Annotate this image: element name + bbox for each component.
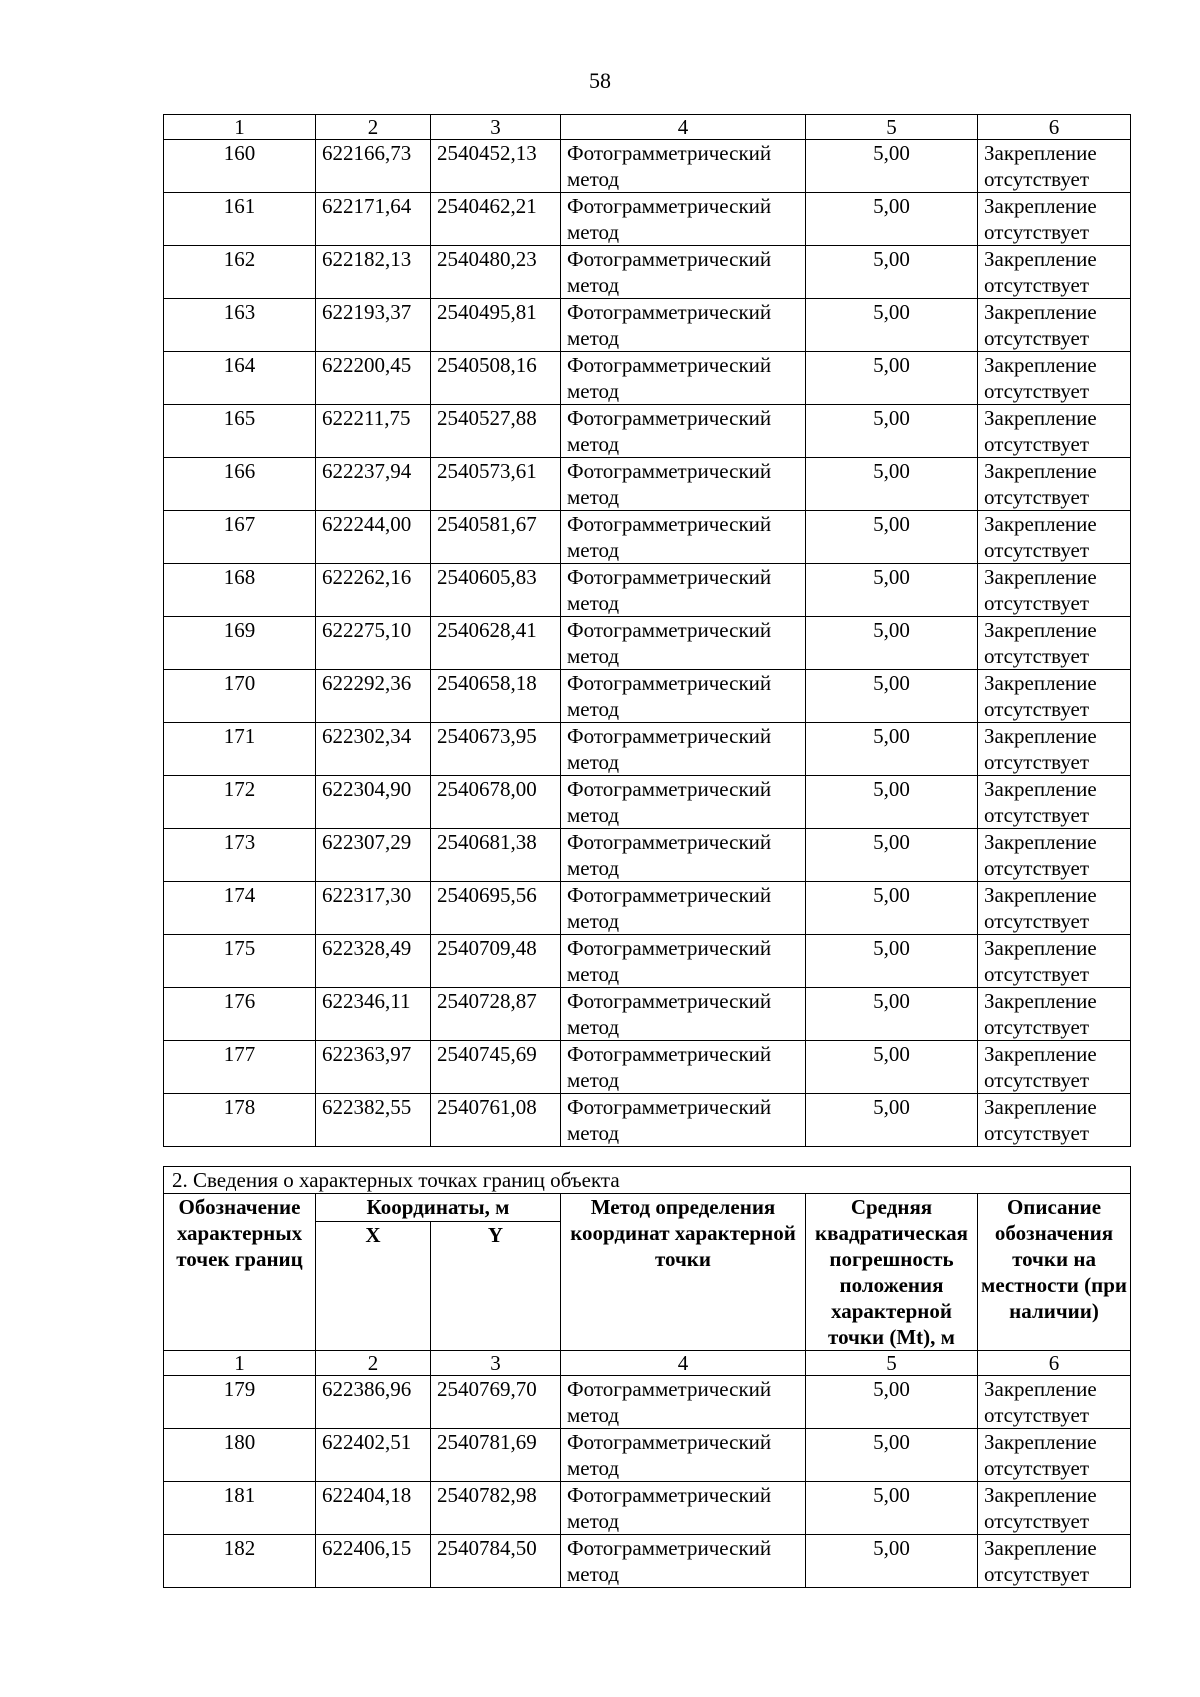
point-id: 178 — [164, 1094, 316, 1147]
point-description: Закрепление отсутствует — [978, 1376, 1131, 1429]
mean-error: 5,00 — [806, 935, 978, 988]
coord-y: 2540527,88 — [431, 405, 561, 458]
point-description: Закрепление отсутствует — [978, 1482, 1131, 1535]
table-row — [164, 299, 1131, 352]
column-number: 2 — [316, 1351, 431, 1376]
method: Фотограмметрический метод — [561, 405, 806, 458]
column-number: 4 — [561, 115, 806, 140]
column-number: 1 — [164, 115, 316, 140]
table-row — [164, 988, 1131, 1041]
coord-x: 622307,29 — [316, 829, 431, 882]
coord-y: 2540628,41 — [431, 617, 561, 670]
table-row — [164, 352, 1131, 405]
header-description: Описание обозначения точки на местности (при наличии) — [978, 1194, 1131, 1351]
mean-error: 5,00 — [806, 299, 978, 352]
coord-x: 622404,18 — [316, 1482, 431, 1535]
coord-y: 2540678,00 — [431, 776, 561, 829]
coord-y: 2540782,98 — [431, 1482, 561, 1535]
column-number: 6 — [978, 1351, 1131, 1376]
mean-error: 5,00 — [806, 723, 978, 776]
coord-y: 2540784,50 — [431, 1535, 561, 1588]
coord-x: 622292,36 — [316, 670, 431, 723]
coord-y: 2540480,23 — [431, 246, 561, 299]
point-id: 181 — [164, 1482, 316, 1535]
method: Фотограмметрический метод — [561, 670, 806, 723]
point-description: Закрепление отсутствует — [978, 1041, 1131, 1094]
method: Фотограмметрический метод — [561, 299, 806, 352]
point-description: Закрепление отсутствует — [978, 829, 1131, 882]
coord-y: 2540673,95 — [431, 723, 561, 776]
coord-x: 622244,00 — [316, 511, 431, 564]
coord-y: 2540695,56 — [431, 882, 561, 935]
point-description: Закрепление отсутствует — [978, 564, 1131, 617]
coord-x: 622237,94 — [316, 458, 431, 511]
method: Фотограмметрический метод — [561, 988, 806, 1041]
method: Фотограмметрический метод — [561, 1094, 806, 1147]
method: Фотограмметрический метод — [561, 617, 806, 670]
header-x: X — [316, 1222, 431, 1351]
coord-x: 622317,30 — [316, 882, 431, 935]
point-description: Закрепление отсутствует — [978, 1429, 1131, 1482]
coord-x: 622171,64 — [316, 193, 431, 246]
point-id: 176 — [164, 988, 316, 1041]
point-description: Закрепление отсутствует — [978, 352, 1131, 405]
coord-x: 622182,13 — [316, 246, 431, 299]
section2-header-table — [163, 1166, 1131, 1351]
mean-error: 5,00 — [806, 405, 978, 458]
column-number-row — [164, 1351, 1131, 1376]
column-number: 5 — [806, 115, 978, 140]
point-description: Закрепление отсутствует — [978, 246, 1131, 299]
point-id: 182 — [164, 1535, 316, 1588]
mean-error: 5,00 — [806, 829, 978, 882]
mean-error: 5,00 — [806, 352, 978, 405]
mean-error: 5,00 — [806, 776, 978, 829]
point-description: Закрепление отсутствует — [978, 617, 1131, 670]
coord-y: 2540462,21 — [431, 193, 561, 246]
coord-y: 2540605,83 — [431, 564, 561, 617]
mean-error: 5,00 — [806, 882, 978, 935]
mean-error: 5,00 — [806, 1094, 978, 1147]
coord-x: 622386,96 — [316, 1376, 431, 1429]
coord-x: 622211,75 — [316, 405, 431, 458]
coord-y: 2540728,87 — [431, 988, 561, 1041]
point-id: 168 — [164, 564, 316, 617]
coord-x: 622304,90 — [316, 776, 431, 829]
header-coordinates: Координаты, м — [316, 1194, 561, 1222]
point-description: Закрепление отсутствует — [978, 193, 1131, 246]
coord-y: 2540452,13 — [431, 140, 561, 193]
method: Фотограмметрический метод — [561, 776, 806, 829]
coord-y: 2540745,69 — [431, 1041, 561, 1094]
table-row — [164, 1041, 1131, 1094]
point-id: 163 — [164, 299, 316, 352]
point-id: 170 — [164, 670, 316, 723]
mean-error: 5,00 — [806, 1482, 978, 1535]
point-id: 166 — [164, 458, 316, 511]
coord-y: 2540709,48 — [431, 935, 561, 988]
header-designation: Обозначение характерных точек границ — [164, 1194, 316, 1351]
column-number: 5 — [806, 1351, 978, 1376]
mean-error: 5,00 — [806, 1376, 978, 1429]
method: Фотограмметрический метод — [561, 935, 806, 988]
point-id: 160 — [164, 140, 316, 193]
table-row — [164, 1376, 1131, 1429]
point-id: 180 — [164, 1429, 316, 1482]
table-row — [164, 140, 1131, 193]
coord-y: 2540769,70 — [431, 1376, 561, 1429]
coord-y: 2540581,67 — [431, 511, 561, 564]
method: Фотограмметрический метод — [561, 882, 806, 935]
table-row — [164, 1094, 1131, 1147]
coord-x: 622193,37 — [316, 299, 431, 352]
method: Фотограмметрический метод — [561, 829, 806, 882]
method: Фотограмметрический метод — [561, 1535, 806, 1588]
table-row — [164, 1429, 1131, 1482]
method: Фотограмметрический метод — [561, 352, 806, 405]
method: Фотограмметрический метод — [561, 193, 806, 246]
point-id: 172 — [164, 776, 316, 829]
coord-y: 2540781,69 — [431, 1429, 561, 1482]
point-description: Закрепление отсутствует — [978, 140, 1131, 193]
column-number-row — [164, 115, 1131, 140]
coord-x: 622406,15 — [316, 1535, 431, 1588]
point-id: 175 — [164, 935, 316, 988]
method: Фотограмметрический метод — [561, 511, 806, 564]
coord-x: 622363,97 — [316, 1041, 431, 1094]
column-number: 6 — [978, 115, 1131, 140]
column-number: 3 — [431, 1351, 561, 1376]
table-row — [164, 564, 1131, 617]
mean-error: 5,00 — [806, 670, 978, 723]
coord-x: 622328,49 — [316, 935, 431, 988]
mean-error: 5,00 — [806, 458, 978, 511]
table-row — [164, 776, 1131, 829]
table-row — [164, 1482, 1131, 1535]
boundary-points-table-continued — [163, 114, 1131, 1147]
point-description: Закрепление отсутствует — [978, 299, 1131, 352]
point-description: Закрепление отсутствует — [978, 405, 1131, 458]
section-caption: 2. Сведения о характерных точках границ объекта — [164, 1167, 1131, 1194]
header-method: Метод определения координат характерной точки — [561, 1194, 806, 1351]
table-row — [164, 935, 1131, 988]
column-number: 3 — [431, 115, 561, 140]
method: Фотограмметрический метод — [561, 140, 806, 193]
mean-error: 5,00 — [806, 988, 978, 1041]
point-id: 173 — [164, 829, 316, 882]
table-row — [164, 193, 1131, 246]
point-description: Закрепление отсутствует — [978, 988, 1131, 1041]
point-id: 167 — [164, 511, 316, 564]
coord-y: 2540761,08 — [431, 1094, 561, 1147]
table-row — [164, 829, 1131, 882]
coord-y: 2540681,38 — [431, 829, 561, 882]
coord-x: 622275,10 — [316, 617, 431, 670]
mean-error: 5,00 — [806, 1429, 978, 1482]
mean-error: 5,00 — [806, 246, 978, 299]
point-description: Закрепление отсутствует — [978, 776, 1131, 829]
coord-x: 622402,51 — [316, 1429, 431, 1482]
point-id: 179 — [164, 1376, 316, 1429]
table-row — [164, 617, 1131, 670]
page-number: 58 — [589, 68, 611, 93]
table-row — [164, 882, 1131, 935]
column-number: 1 — [164, 1351, 316, 1376]
point-id: 164 — [164, 352, 316, 405]
point-id: 174 — [164, 882, 316, 935]
point-description: Закрепление отсутствует — [978, 1094, 1131, 1147]
table-row — [164, 723, 1131, 776]
point-description: Закрепление отсутствует — [978, 511, 1131, 564]
method: Фотограмметрический метод — [561, 1429, 806, 1482]
method: Фотограмметрический метод — [561, 1376, 806, 1429]
coord-y: 2540573,61 — [431, 458, 561, 511]
point-id: 161 — [164, 193, 316, 246]
method: Фотограмметрический метод — [561, 1482, 806, 1535]
point-id: 162 — [164, 246, 316, 299]
mean-error: 5,00 — [806, 193, 978, 246]
point-id: 171 — [164, 723, 316, 776]
mean-error: 5,00 — [806, 1535, 978, 1588]
header-y: Y — [431, 1222, 561, 1351]
column-number: 4 — [561, 1351, 806, 1376]
header-error: Средняя квадратическая погрешность положения характерной точки (Mt), м — [806, 1194, 978, 1351]
coord-y: 2540658,18 — [431, 670, 561, 723]
coord-x: 622346,11 — [316, 988, 431, 1041]
table-body — [164, 1351, 1131, 1588]
table-body — [164, 115, 1131, 1147]
method: Фотограмметрический метод — [561, 1041, 806, 1094]
method: Фотограмметрический метод — [561, 458, 806, 511]
table-row — [164, 458, 1131, 511]
table-row — [164, 405, 1131, 458]
point-description: Закрепление отсутствует — [978, 935, 1131, 988]
coord-y: 2540495,81 — [431, 299, 561, 352]
coord-x: 622166,73 — [316, 140, 431, 193]
column-number: 2 — [316, 115, 431, 140]
coord-x: 622262,16 — [316, 564, 431, 617]
mean-error: 5,00 — [806, 511, 978, 564]
point-id: 165 — [164, 405, 316, 458]
point-description: Закрепление отсутствует — [978, 458, 1131, 511]
method: Фотограмметрический метод — [561, 723, 806, 776]
table-row — [164, 670, 1131, 723]
coord-x: 622200,45 — [316, 352, 431, 405]
boundary-points-table — [163, 1350, 1131, 1588]
table-row — [164, 1535, 1131, 1588]
point-description: Закрепление отсутствует — [978, 723, 1131, 776]
point-description: Закрепление отсутствует — [978, 670, 1131, 723]
mean-error: 5,00 — [806, 140, 978, 193]
coord-y: 2540508,16 — [431, 352, 561, 405]
mean-error: 5,00 — [806, 564, 978, 617]
table-row — [164, 246, 1131, 299]
mean-error: 5,00 — [806, 1041, 978, 1094]
table-row — [164, 511, 1131, 564]
point-id: 177 — [164, 1041, 316, 1094]
method: Фотограмметрический метод — [561, 564, 806, 617]
coord-x: 622382,55 — [316, 1094, 431, 1147]
point-description: Закрепление отсутствует — [978, 882, 1131, 935]
point-description: Закрепление отсутствует — [978, 1535, 1131, 1588]
coord-x: 622302,34 — [316, 723, 431, 776]
mean-error: 5,00 — [806, 617, 978, 670]
method: Фотограмметрический метод — [561, 246, 806, 299]
point-id: 169 — [164, 617, 316, 670]
